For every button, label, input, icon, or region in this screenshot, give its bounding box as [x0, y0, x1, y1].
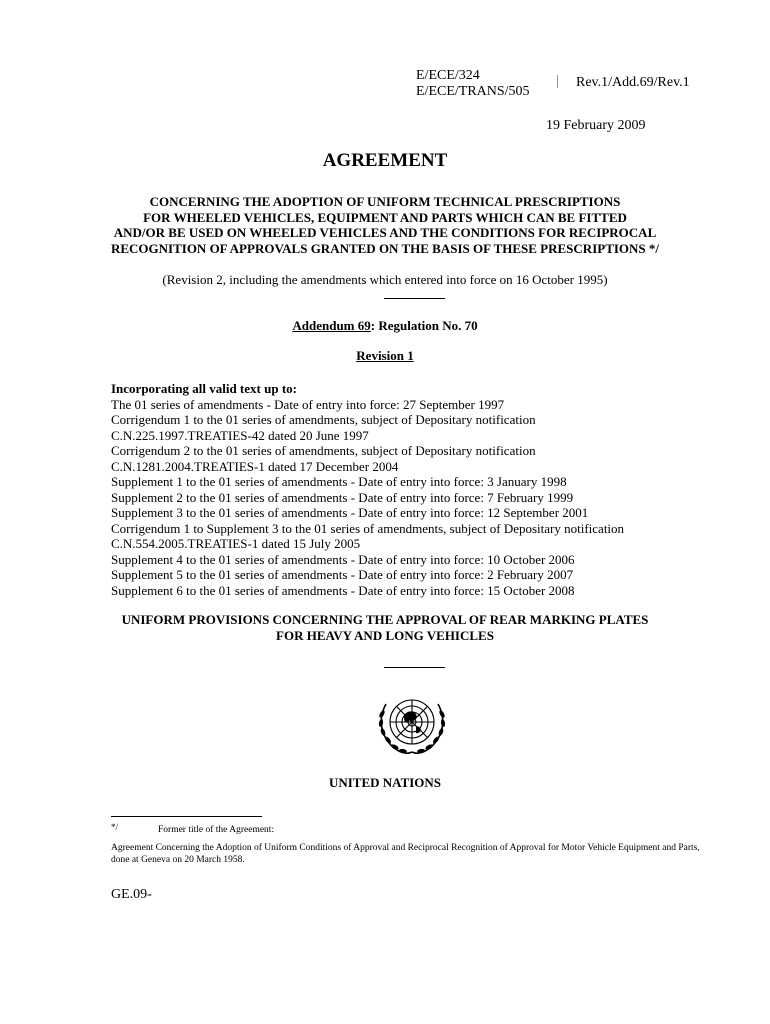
list-item: Supplement 4 to the 01 series of amendments - Date of entry into force: 10 October 2006 — [111, 551, 575, 567]
list-item: Supplement 1 to the 01 series of amendments - Date of entry into force: 3 January 1998 — [111, 474, 567, 489]
job-number: GE.09- — [111, 887, 152, 902]
uniform-provisions-heading — [0, 612, 770, 644]
divider — [384, 667, 445, 668]
agreement-concerning — [0, 194, 770, 256]
concerning-line: AND/OR BE USED ON WHEELED VEHICLES AND THE CONDITIONS FOR RECIPROCAL — [113, 225, 657, 240]
agreement-title: AGREEMENT — [322, 150, 448, 171]
list-item: Corrigendum 1 to Supplement 3 to the 01 series of amendments, subject of Depositary notification — [111, 520, 625, 536]
symbol-separator — [557, 75, 558, 88]
list-item: Supplement 6 to the 01 series of amendments - Date of entry into force: 15 October 2008 — [111, 582, 575, 598]
footnote-text: Agreement Concerning the Adoption of Uniform Conditions of Approval and Reciprocal Recognition of Approval for Motor Vehicle Equipment and Parts, done at Geneva on 20 March 1958. — [111, 843, 700, 865]
addendum-label: Addendum 69 — [292, 318, 371, 333]
list-item: C.N.554.2005.TREATIES-1 dated 15 July 2005 — [111, 536, 361, 551]
footnote-mark: */ — [111, 822, 119, 832]
list-item: The 01 series of amendments - Date of entry into force: 27 September 1997 — [111, 396, 505, 412]
list-item: Corrigendum 2 to the 01 series of amendments, subject of Depositary notification — [111, 443, 536, 458]
provisions-line: UNIFORM PROVISIONS CONCERNING THE APPROVAL OF REAR MARKING PLATES — [121, 612, 649, 627]
concerning-line: RECOGNITION OF APPROVALS GRANTED ON THE BASIS OF THESE PRESCRIPTIONS */ — [110, 240, 660, 256]
list-item: Supplement 5 to the 01 series of amendments - Date of entry into force: 2 February 2007 — [111, 567, 574, 582]
provisions-line: FOR HEAVY AND LONG VEHICLES — [276, 628, 494, 643]
list-item: C.N.225.1997.TREATIES-42 dated 20 June 1997 — [111, 427, 369, 443]
list-item: Supplement 3 to the 01 series of amendments - Date of entry into force: 12 September 2001 — [111, 505, 589, 520]
organization-name: UNITED NATIONS — [328, 775, 442, 790]
document-date: 19 February 2009 — [546, 118, 646, 133]
concerning-line: FOR WHEELED VEHICLES, EQUIPMENT AND PARTS WHICH CAN BE FITTED — [143, 209, 627, 225]
document-symbols — [416, 68, 530, 100]
symbol-line: E/ECE/324 — [416, 68, 480, 83]
list-item: Supplement 2 to the 01 series of amendments - Date of entry into force: 7 February 1999 — [111, 489, 574, 505]
revision-heading: Revision 1 — [356, 348, 414, 363]
concerning-line: CONCERNING THE ADOPTION OF UNIFORM TECHNICAL PRESCRIPTIONS — [149, 194, 621, 209]
symbol-line: E/ECE/TRANS/505 — [416, 84, 530, 99]
incorporating-list — [111, 381, 624, 598]
addendum-heading — [0, 318, 770, 334]
footnote-rule — [111, 816, 262, 817]
un-emblem-icon — [372, 692, 452, 760]
list-item: C.N.1281.2004.TREATIES-1 dated 17 December 2004 — [111, 458, 399, 474]
revision-note: (Revision 2, including the amendments which entered into force on 16 October 1995) — [162, 272, 608, 287]
regulation-number: : Regulation No. 70 — [370, 318, 478, 333]
revision-symbol: Rev.1/Add.69/Rev.1 — [576, 75, 690, 90]
incorporating-heading: Incorporating all valid text up to: — [111, 381, 297, 396]
divider — [384, 298, 445, 299]
footnote-former-title: Former title of the Agreement: — [158, 825, 275, 835]
list-item: Corrigendum 1 to the 01 series of amendments, subject of Depositary notification — [111, 412, 536, 427]
